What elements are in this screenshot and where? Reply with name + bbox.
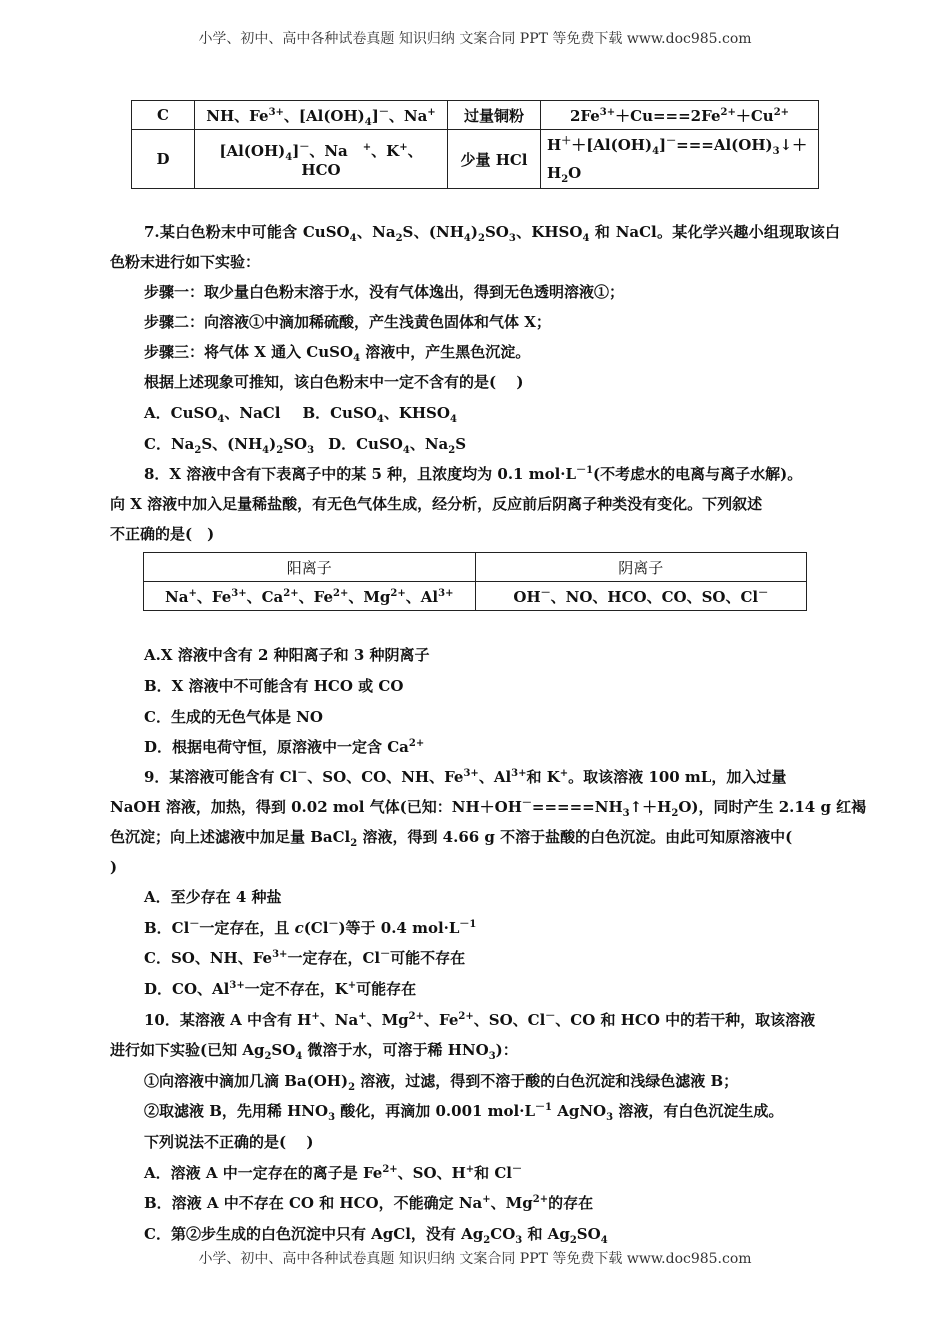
ions-cell: $[Al(OH)_4]^-$、Na +、K+、HCO bbox=[195, 130, 448, 189]
page-footer: 小学、初中、高中各种试卷真题 知识归纳 文案合同 PPT 等免费下载 www.doc985.com bbox=[198, 1251, 752, 1267]
q9-option-d: D．CO、$Al^{3+}$一定不存在，K+可能存在 bbox=[144, 980, 417, 998]
cation-list: Na+、$Fe^{3+}$、$Ca^{2+}$、$Fe^{2+}$、$Mg^{2+}$、$Al^{3+}$ bbox=[144, 582, 476, 611]
table-row bbox=[132, 130, 819, 189]
col-anion-header: 阴离子 bbox=[475, 553, 807, 582]
q10-stem: 10．某溶液 A 中含有 H+、Na+、$Mg^{2+}$、$Fe^{2+}$、SO、Cl－、CO 和 HCO 中的若干种，取该溶液 bbox=[144, 1011, 816, 1029]
q9-stem: 9．某溶液可能含有 Cl－、SO、CO、NH、$Fe^{3+}$、$Al^{3+}$和 K+。取该溶液 100 mL，加入过量 bbox=[144, 768, 787, 786]
table-row bbox=[132, 101, 819, 130]
q7-options-ab: A．CuSO$_4$、NaCl B．CuSO$_4$、$KHSO_4$ bbox=[144, 404, 457, 425]
q9-stem-4: ) bbox=[110, 858, 118, 876]
ion-table bbox=[143, 552, 807, 611]
q9-stem-2: NaOH 溶液，加热，得到 0.02 mol 气体(已知：$NH+OH^-=====NH_3↑+H_2O$)，同时产生 2.14 g 红褐 bbox=[110, 798, 867, 819]
q9-stem-3: 色沉淀；向上述滤液中加足量 BaCl$_2$ 溶液，得到 4.66 g 不溶于盐酸的白色沉淀。由此可知原溶液中( bbox=[110, 828, 793, 849]
q7-stem: 7.某白色粉末中可能含 CuSO$_4$、$Na_2S$、$(NH_4)_2SO_3$、$KHSO_4$ 和 NaCl。某化学兴趣小组现取该白色粉末进行如下实验： bbox=[110, 223, 841, 271]
row-label: C bbox=[132, 101, 195, 130]
q8-option-c: C．生成的无色气体是 NO bbox=[144, 708, 323, 726]
col-cation-header: 阳离子 bbox=[144, 553, 476, 582]
q7-step2: 步骤二：向溶液①中滴加稀硫酸，产生浅黄色固体和气体 X； bbox=[144, 313, 551, 331]
reagent-cell: 过量铜粉 bbox=[448, 101, 541, 130]
q7-step3: 步骤三：将气体 X 通入 CuSO$_4$ 溶液中，产生黑色沉淀。 bbox=[144, 343, 531, 364]
q8-option-b: B．X 溶液中不可能含有 HCO 或 CO bbox=[144, 677, 404, 695]
equation-cell: $H^++[Al(OH)_4]^-===Al(OH)_3↓+$ $H_2O$ bbox=[541, 130, 819, 189]
q10-option-a: A．溶液 A 中一定存在的离子是 $Fe^{2+}$、SO、H+和 Cl－ bbox=[144, 1164, 522, 1182]
reagent-cell: 少量 HCl bbox=[448, 130, 541, 189]
q8-option-d: D．根据电荷守恒，原溶液中一定含 $Ca^{2+}$ bbox=[144, 738, 425, 756]
q10-option-c: C．第②步生成的白色沉淀中只有 AgCl，没有 $Ag_2CO_3$ 和 $Ag_2SO_4$ bbox=[144, 1225, 608, 1246]
q7-step1: 步骤一：取少量白色粉末溶于水，没有气体逸出，得到无色透明溶液①； bbox=[144, 283, 625, 301]
q10-option-b: B．溶液 A 中不存在 CO 和 HCO，不能确定 Na+、$Mg^{2+}$的存在 bbox=[144, 1194, 594, 1212]
q8-option-a: A.X 溶液中含有 2 种阳离子和 3 种阴离子 bbox=[144, 646, 430, 664]
page-header: 小学、初中、高中各种试卷真题 知识归纳 文案合同 PPT 等免费下载 www.doc985.com bbox=[198, 31, 752, 47]
row-label: D bbox=[132, 130, 195, 189]
q10-step1: ①向溶液中滴加几滴 $Ba(OH)_2$ 溶液，过滤，得到不溶于酸的白色沉淀和浅绿色滤液 B； bbox=[144, 1072, 739, 1093]
q8-stem-3: 不正确的是( ) bbox=[110, 525, 215, 543]
q10-stem-2: 进行如下实验(已知 $Ag_2SO_4$ 微溶于水，可溶于稀 $HNO_3$)： bbox=[110, 1041, 518, 1062]
ions-cell: NH、$Fe^{3+}$、$[Al(OH)_4]^-$、Na+ bbox=[195, 101, 448, 130]
q9-option-a: A．至少存在 4 种盐 bbox=[144, 888, 282, 906]
q10-step2: ②取滤液 B，先用稀 $HNO_3$ 酸化，再滴加 0.001 $mol\cdot L^{-1}$ AgNO$_3$ 溶液，有白色沉淀生成。 bbox=[144, 1102, 784, 1123]
equation-cell: $2Fe^{3+}+Cu===2Fe^{2+}+Cu^{2+}$ bbox=[541, 101, 819, 130]
q7-question: 根据上述现象可推知，该白色粉末中一定不含有的是( ) bbox=[144, 373, 524, 391]
table-header-row bbox=[144, 553, 807, 582]
q8-stem-2: 向 X 溶液中加入足量稀盐酸，有无色气体生成，经分析，反应前后阴离子种类没有变化。下列叙述 bbox=[110, 495, 763, 513]
options-table-continued bbox=[131, 100, 819, 189]
q7-options-cd: C．$Na_2S$、$(NH_4)_2SO_3$ D．CuSO$_4$、$Na_2S$ bbox=[144, 435, 467, 456]
q10-question: 下列说法不正确的是( ) bbox=[144, 1133, 314, 1151]
anion-list: OH－、NO、HCO、CO、SO、Cl－ bbox=[475, 582, 807, 611]
q9-option-b: B．Cl－一定存在，且 c(Cl－)等于 0.4 $mol\cdot L^{-1}$ bbox=[144, 919, 477, 937]
table-row bbox=[144, 582, 807, 611]
q9-option-c: C．SO、NH、$Fe^{3+}$一定存在，Cl－可能不存在 bbox=[144, 949, 466, 967]
q8-stem: 8．X 溶液中含有下表离子中的某 5 种，且浓度均为 0.1 $mol\cdot L^{-1}$(不考虑水的电离与离子水解)。 bbox=[144, 465, 803, 483]
